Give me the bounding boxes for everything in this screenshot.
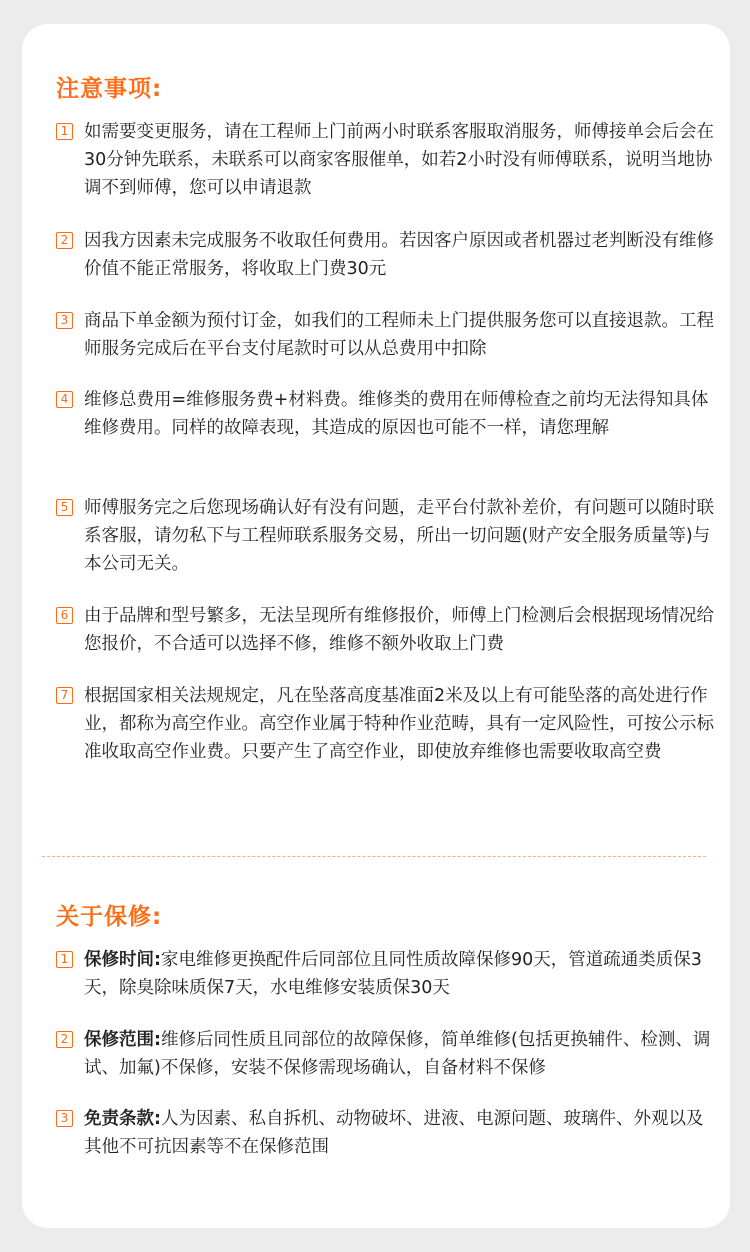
item-number-badge: 1 (56, 123, 73, 140)
item-number-badge: 2 (56, 232, 73, 249)
item-number-badge: 1 (56, 951, 73, 968)
warranty-item-body: 人为因素、私自拆机、动物破坏、进液、电源问题、玻璃件、外观以及其他不可抗因素等不在保修范围 (84, 1109, 704, 1157)
notice-item-3 (56, 307, 716, 363)
warranty-item-body: 家电维修更换配件后同部位且同性质故障保修90天，管道疏通类质保3天，除臭除味质保7天，水电维修安装质保30天 (84, 950, 702, 998)
item-number-badge: 6 (56, 607, 73, 624)
notice-item-text: 商品下单金额为预付订金，如我们的工程师未上门提供服务您可以直接退款。工程师服务完成后在平台支付尾款时可以从总费用中扣除 (84, 311, 714, 359)
notice-item-5 (56, 494, 716, 578)
notice-item-text: 因我方因素未完成服务不收取任何费用。若因客户原因或者机器过老判断没有维修价值不能正常服务，将收取上门费30元 (84, 231, 714, 279)
notice-title: 注意事项: (56, 76, 163, 102)
warranty-item-label: 保修时间: (84, 950, 161, 970)
item-number-badge: 4 (56, 391, 73, 408)
warranty-item-text (84, 1026, 716, 1082)
item-number-badge: 3 (56, 312, 73, 329)
warranty-item-text (84, 946, 716, 1002)
warranty-item-label: 免责条款: (84, 1109, 161, 1129)
notice-item-text: 由于品牌和型号繁多，无法呈现所有维修报价，师傅上门检测后会根据现场情况给您报价，不合适可以选择不修，维修不额外收取上门费 (84, 606, 714, 654)
warranty-item-text (84, 1105, 716, 1161)
dashed-divider (42, 856, 706, 857)
notice-item-6 (56, 602, 716, 658)
notice-item-2 (56, 227, 716, 283)
notice-item-1 (56, 118, 716, 202)
notice-item-7 (56, 682, 716, 766)
notice-item-4 (56, 386, 716, 442)
content-card (22, 24, 730, 1228)
warranty-item-2 (56, 1026, 716, 1082)
notice-item-text: 师傅服务完之后您现场确认好有没有问题，走平台付款补差价，有问题可以随时联系客服，请勿私下与工程师联系服务交易，所出一切问题(财产安全服务质量等)与本公司无关。 (84, 498, 714, 574)
warranty-item-1 (56, 946, 716, 1002)
item-number-badge: 2 (56, 1031, 73, 1048)
warranty-item-3 (56, 1105, 716, 1161)
item-number-badge: 7 (56, 687, 73, 704)
notice-item-text: 维修总费用=维修服务费+材料费。维修类的费用在师傅检查之前均无法得知具体维修费用。同样的故障表现，其造成的原因也可能不一样，请您理解 (84, 390, 709, 438)
item-number-badge: 3 (56, 1110, 73, 1127)
notice-item-text: 根据国家相关法规规定，凡在坠落高度基准面2米及以上有可能坠落的高处进行作业，都称为高空作业。高空作业属于特种作业范畴，具有一定风险性，可按公示标准收取高空作业费。只要产生了高空作业，即使放弃维修也需要收取高空费 (84, 686, 714, 762)
item-number-badge: 5 (56, 499, 73, 516)
warranty-title: 关于保修: (56, 904, 163, 930)
warranty-item-body: 维修后同性质且同部位的故障保修，简单维修(包括更换辅件、检测、调试、加氟)不保修，安装不保修需现场确认，自备材料不保修 (84, 1030, 711, 1078)
warranty-item-label: 保修范围: (84, 1030, 161, 1050)
notice-item-text: 如需要变更服务，请在工程师上门前两小时联系客服取消服务，师傅接单会后会在30分钟先联系，未联系可以商家客服催单，如若2小时没有师傅联系，说明当地协调不到师傅，您可以申请退款 (84, 122, 714, 198)
